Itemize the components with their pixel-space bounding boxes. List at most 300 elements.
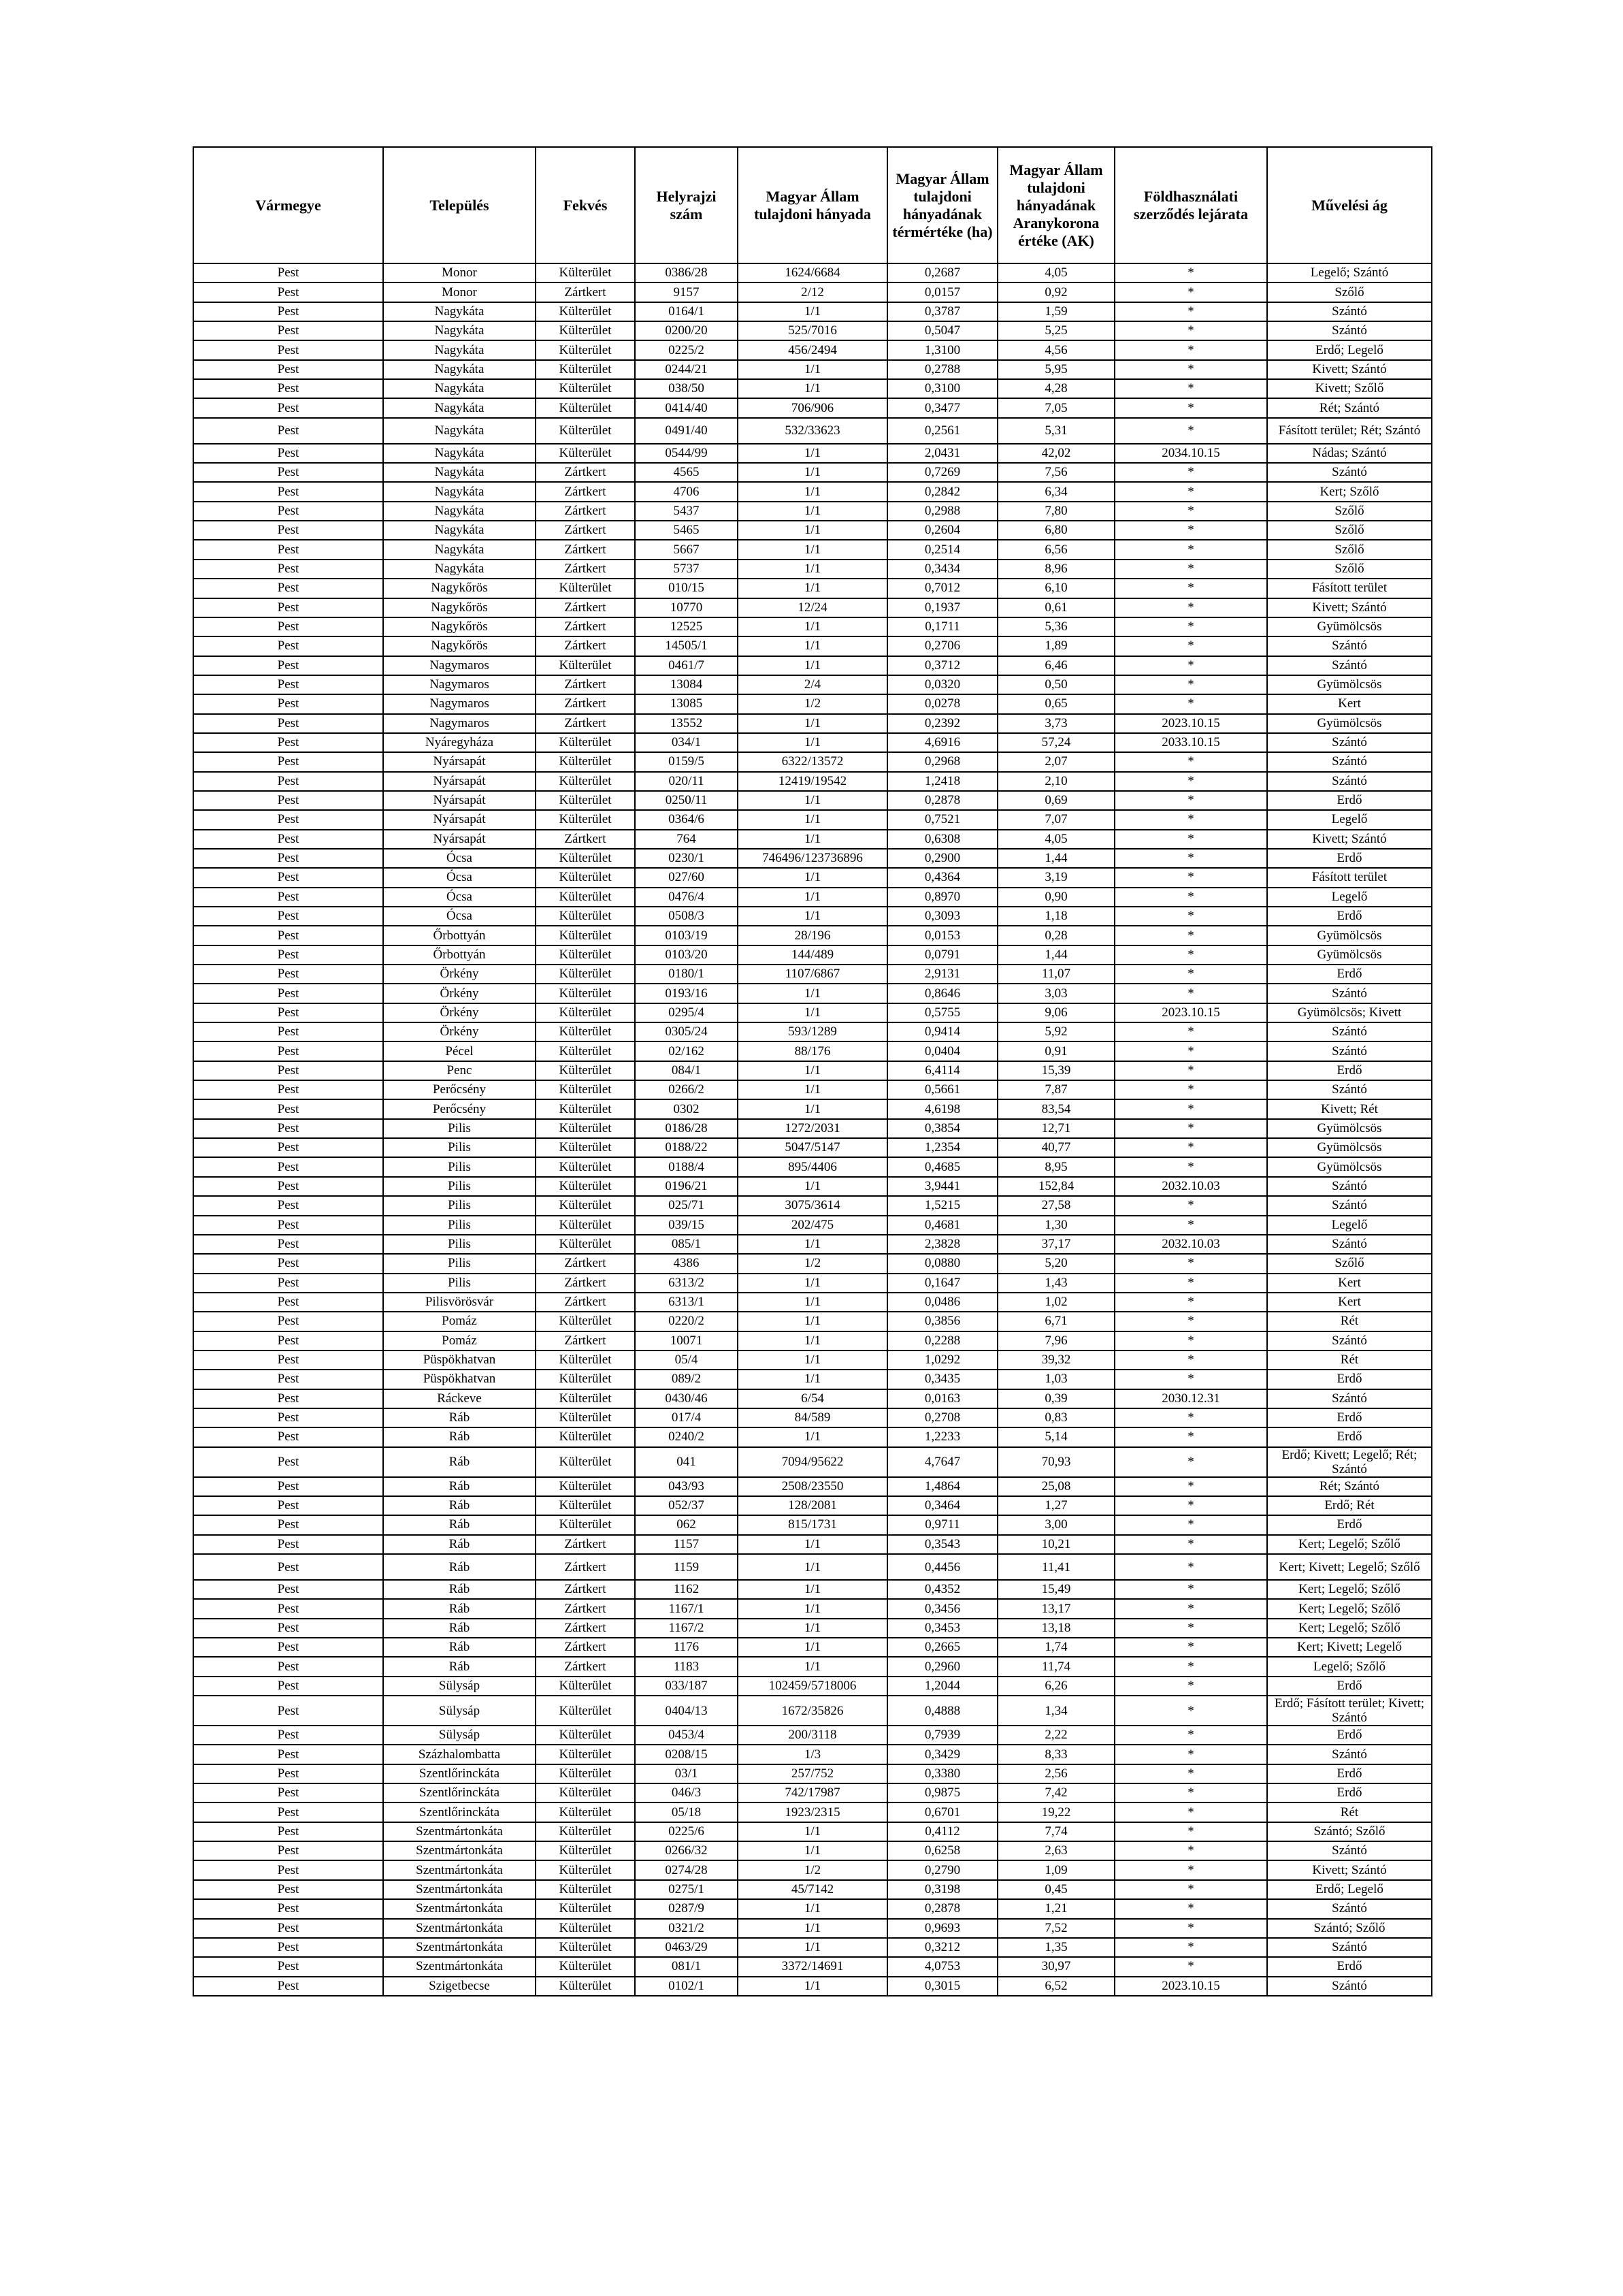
header-gold-crown-value: Magyar Állam tulajdoni hányadának Aranykorona értéke (AK) — [998, 147, 1115, 263]
cell-county: Pest — [193, 560, 383, 579]
cell-state-share: 1/1 — [738, 791, 887, 810]
cell-cultivation-branch: Kert; Kivett; Legelő; Szőlő — [1267, 1554, 1432, 1580]
cell-location-type: Külterület — [536, 1745, 635, 1764]
cell-location-type: Külterület — [536, 1899, 635, 1918]
cell-lease-expiry: * — [1115, 830, 1267, 849]
cell-location-type: Külterület — [536, 1080, 635, 1099]
cell-cultivation-branch: Kert; Kivett; Legelő — [1267, 1638, 1432, 1657]
cell-lease-expiry: * — [1115, 302, 1267, 321]
cell-area-ha: 0,7269 — [887, 463, 998, 482]
cell-lease-expiry: * — [1115, 398, 1267, 417]
cell-county: Pest — [193, 1599, 383, 1618]
cell-state-share: 1/1 — [738, 502, 887, 521]
cell-state-share: 257/752 — [738, 1764, 887, 1783]
cell-cultivation-branch: Szőlő — [1267, 560, 1432, 579]
cell-county: Pest — [193, 1254, 383, 1273]
cell-settlement: Ráckeve — [383, 1389, 536, 1408]
cell-parcel-number: 0476/4 — [635, 888, 738, 907]
cell-settlement: Pilis — [383, 1196, 536, 1215]
cell-location-type: Zártkert — [536, 617, 635, 636]
cell-area-ha: 0,3456 — [887, 1599, 998, 1618]
cell-county: Pest — [193, 1408, 383, 1427]
cell-gold-crown-value: 83,54 — [998, 1099, 1115, 1118]
cell-lease-expiry: * — [1115, 418, 1267, 444]
table-row — [193, 694, 1432, 713]
cell-lease-expiry: * — [1115, 1254, 1267, 1273]
cell-parcel-number: 13084 — [635, 675, 738, 694]
cell-county: Pest — [193, 1696, 383, 1726]
cell-state-share: 1/1 — [738, 984, 887, 1003]
cell-gold-crown-value: 1,44 — [998, 849, 1115, 868]
cell-settlement: Perőcsény — [383, 1099, 536, 1118]
cell-state-share: 1/1 — [738, 1599, 887, 1618]
cell-lease-expiry: * — [1115, 1119, 1267, 1138]
cell-state-share: 1/1 — [738, 1293, 887, 1312]
cell-area-ha: 0,2790 — [887, 1860, 998, 1879]
cell-location-type: Külterület — [536, 1783, 635, 1802]
cell-area-ha: 0,3434 — [887, 560, 998, 579]
cell-state-share: 746496/123736896 — [738, 849, 887, 868]
cell-parcel-number: 0196/21 — [635, 1177, 738, 1196]
cell-lease-expiry: * — [1115, 1841, 1267, 1860]
cell-area-ha: 0,1937 — [887, 598, 998, 617]
cell-lease-expiry: * — [1115, 907, 1267, 926]
cell-parcel-number: 0240/2 — [635, 1427, 738, 1446]
table-row — [193, 1331, 1432, 1351]
cell-parcel-number: 039/15 — [635, 1216, 738, 1235]
cell-location-type: Zártkert — [536, 540, 635, 559]
cell-area-ha: 0,9875 — [887, 1783, 998, 1802]
cell-county: Pest — [193, 1619, 383, 1638]
cell-state-share: 1/1 — [738, 1235, 887, 1254]
cell-cultivation-branch: Erdő — [1267, 1726, 1432, 1745]
cell-state-share: 1/1 — [738, 714, 887, 733]
table-row — [193, 1822, 1432, 1841]
cell-location-type: Külterület — [536, 1447, 635, 1477]
cell-location-type: Külterület — [536, 1880, 635, 1899]
cell-county: Pest — [193, 1515, 383, 1534]
cell-cultivation-branch: Kert — [1267, 1274, 1432, 1293]
cell-county: Pest — [193, 579, 383, 598]
cell-gold-crown-value: 152,84 — [998, 1177, 1115, 1196]
cell-settlement: Ráb — [383, 1447, 536, 1477]
cell-parcel-number: 13552 — [635, 714, 738, 733]
table-row — [193, 1099, 1432, 1118]
table-row — [193, 1119, 1432, 1138]
cell-settlement: Szentmártonkáta — [383, 1938, 536, 1957]
table-row — [193, 263, 1432, 282]
cell-state-share: 1/1 — [738, 1619, 887, 1638]
cell-cultivation-branch: Gyümölcsös — [1267, 1138, 1432, 1157]
cell-location-type: Külterület — [536, 1099, 635, 1118]
cell-county: Pest — [193, 1099, 383, 1118]
table-row — [193, 1216, 1432, 1235]
cell-gold-crown-value: 1,03 — [998, 1370, 1115, 1389]
cell-parcel-number: 10071 — [635, 1331, 738, 1351]
cell-county: Pest — [193, 675, 383, 694]
cell-location-type: Külterület — [536, 1235, 635, 1254]
cell-parcel-number: 089/2 — [635, 1370, 738, 1389]
cell-settlement: Püspökhatvan — [383, 1351, 536, 1370]
cell-state-share: 1/1 — [738, 579, 887, 598]
cell-settlement: Nagykáta — [383, 302, 536, 321]
cell-county: Pest — [193, 849, 383, 868]
cell-lease-expiry: 2034.10.15 — [1115, 444, 1267, 463]
cell-settlement: Pilis — [383, 1119, 536, 1138]
table-row — [193, 772, 1432, 791]
cell-settlement: Nagykáta — [383, 560, 536, 579]
cell-gold-crown-value: 1,18 — [998, 907, 1115, 926]
cell-cultivation-branch: Szántó — [1267, 656, 1432, 675]
cell-settlement: Ráb — [383, 1408, 536, 1427]
cell-location-type: Külterület — [536, 1389, 635, 1408]
cell-parcel-number: 6313/2 — [635, 1274, 738, 1293]
cell-state-share: 1107/6867 — [738, 965, 887, 984]
header-area-ha: Magyar Állam tulajdoni hányadának térmértéke (ha) — [887, 147, 998, 263]
cell-parcel-number: 0295/4 — [635, 1003, 738, 1022]
cell-lease-expiry: * — [1115, 1447, 1267, 1477]
table-row — [193, 1599, 1432, 1618]
cell-settlement: Nagykáta — [383, 463, 536, 482]
cell-gold-crown-value: 7,74 — [998, 1822, 1115, 1841]
cell-area-ha: 0,1711 — [887, 617, 998, 636]
cell-state-share: 1/1 — [738, 1274, 887, 1293]
cell-parcel-number: 02/162 — [635, 1041, 738, 1061]
cell-cultivation-branch: Erdő; Rét — [1267, 1496, 1432, 1515]
cell-settlement: Perőcsény — [383, 1080, 536, 1099]
cell-county: Pest — [193, 1157, 383, 1176]
cell-parcel-number: 0321/2 — [635, 1919, 738, 1938]
cell-state-share: 1/1 — [738, 1331, 887, 1351]
table-row — [193, 1783, 1432, 1802]
table-row — [193, 540, 1432, 559]
cell-county: Pest — [193, 965, 383, 984]
cell-settlement: Nyársapát — [383, 830, 536, 849]
cell-settlement: Nagykáta — [383, 398, 536, 417]
cell-lease-expiry: * — [1115, 598, 1267, 617]
cell-lease-expiry: * — [1115, 1745, 1267, 1764]
cell-settlement: Százhalombatta — [383, 1745, 536, 1764]
cell-county: Pest — [193, 502, 383, 521]
cell-parcel-number: 0102/1 — [635, 1977, 738, 1996]
cell-settlement: Nagykőrös — [383, 598, 536, 617]
cell-cultivation-branch: Gyümölcsös — [1267, 926, 1432, 945]
cell-parcel-number: 1159 — [635, 1554, 738, 1580]
cell-cultivation-branch: Szántó — [1267, 1235, 1432, 1254]
cell-settlement: Pilis — [383, 1235, 536, 1254]
cell-county: Pest — [193, 1138, 383, 1157]
cell-parcel-number: 1162 — [635, 1580, 738, 1599]
table-row — [193, 1274, 1432, 1293]
cell-cultivation-branch: Erdő — [1267, 791, 1432, 810]
cell-lease-expiry: * — [1115, 656, 1267, 675]
cell-area-ha: 0,9414 — [887, 1022, 998, 1041]
cell-cultivation-branch: Kert; Legelő; Szőlő — [1267, 1535, 1432, 1554]
cell-settlement: Szigetbecse — [383, 1977, 536, 1996]
cell-state-share: 1/1 — [738, 1938, 887, 1957]
cell-gold-crown-value: 13,18 — [998, 1619, 1115, 1638]
table-row — [193, 1677, 1432, 1696]
cell-settlement: Nagykáta — [383, 321, 536, 340]
cell-county: Pest — [193, 1216, 383, 1235]
cell-parcel-number: 5465 — [635, 521, 738, 540]
cell-settlement: Pilis — [383, 1254, 536, 1273]
cell-lease-expiry: * — [1115, 463, 1267, 482]
cell-state-share: 1/1 — [738, 656, 887, 675]
cell-cultivation-branch: Gyümölcsös — [1267, 617, 1432, 636]
cell-area-ha: 4,7647 — [887, 1447, 998, 1477]
cell-cultivation-branch: Szőlő — [1267, 521, 1432, 540]
cell-county: Pest — [193, 1080, 383, 1099]
cell-area-ha: 4,6198 — [887, 1099, 998, 1118]
table-row — [193, 1427, 1432, 1446]
cell-cultivation-branch: Kivett; Szántó — [1267, 598, 1432, 617]
cell-state-share: 12419/19542 — [738, 772, 887, 791]
cell-lease-expiry: * — [1115, 1061, 1267, 1080]
cell-county: Pest — [193, 830, 383, 849]
cell-cultivation-branch: Fásított terület — [1267, 868, 1432, 887]
cell-cultivation-branch: Szántó — [1267, 1389, 1432, 1408]
cell-location-type: Külterület — [536, 907, 635, 926]
table-row — [193, 810, 1432, 829]
cell-county: Pest — [193, 1745, 383, 1764]
cell-lease-expiry: * — [1115, 560, 1267, 579]
table-row — [193, 1293, 1432, 1312]
cell-settlement: Ráb — [383, 1535, 536, 1554]
cell-parcel-number: 084/1 — [635, 1061, 738, 1080]
header-lease-expiry: Földhasználati szerződés lejárata — [1115, 147, 1267, 263]
cell-settlement: Pomáz — [383, 1331, 536, 1351]
cell-parcel-number: 0188/4 — [635, 1157, 738, 1176]
table-row — [193, 830, 1432, 849]
cell-parcel-number: 0463/29 — [635, 1938, 738, 1957]
cell-settlement: Ráb — [383, 1515, 536, 1534]
cell-location-type: Zártkert — [536, 463, 635, 482]
cell-county: Pest — [193, 1677, 383, 1696]
cell-parcel-number: 6313/1 — [635, 1293, 738, 1312]
table-row — [193, 656, 1432, 675]
cell-parcel-number: 0200/20 — [635, 321, 738, 340]
cell-parcel-number: 0491/40 — [635, 418, 738, 444]
cell-gold-crown-value: 6,34 — [998, 482, 1115, 501]
cell-settlement: Örkény — [383, 965, 536, 984]
cell-gold-crown-value: 0,69 — [998, 791, 1115, 810]
cell-gold-crown-value: 19,22 — [998, 1802, 1115, 1822]
cell-lease-expiry: 2023.10.15 — [1115, 1977, 1267, 1996]
cell-lease-expiry: * — [1115, 965, 1267, 984]
cell-area-ha: 1,3100 — [887, 340, 998, 359]
cell-parcel-number: 1167/2 — [635, 1619, 738, 1638]
cell-county: Pest — [193, 752, 383, 771]
cell-location-type: Külterület — [536, 444, 635, 463]
cell-parcel-number: 0404/13 — [635, 1696, 738, 1726]
cell-county: Pest — [193, 714, 383, 733]
cell-gold-crown-value: 1,89 — [998, 636, 1115, 656]
table-row — [193, 1580, 1432, 1599]
cell-settlement: Örkény — [383, 1003, 536, 1022]
cell-county: Pest — [193, 321, 383, 340]
cell-county: Pest — [193, 1477, 383, 1496]
cell-cultivation-branch: Kert; Legelő; Szőlő — [1267, 1580, 1432, 1599]
cell-location-type: Külterület — [536, 1496, 635, 1515]
cell-location-type: Zártkert — [536, 282, 635, 302]
cell-lease-expiry: * — [1115, 752, 1267, 771]
cell-settlement: Nagymaros — [383, 675, 536, 694]
cell-settlement: Örkény — [383, 984, 536, 1003]
table-row — [193, 1619, 1432, 1638]
header-parcel-number: Helyrajzi szám — [635, 147, 738, 263]
cell-state-share: 1/1 — [738, 1580, 887, 1599]
cell-location-type: Külterület — [536, 1822, 635, 1841]
cell-gold-crown-value: 1,30 — [998, 1216, 1115, 1235]
cell-parcel-number: 0508/3 — [635, 907, 738, 926]
cell-cultivation-branch: Erdő — [1267, 965, 1432, 984]
cell-area-ha: 0,2514 — [887, 540, 998, 559]
cell-lease-expiry: * — [1115, 1802, 1267, 1822]
header-state-share: Magyar Állam tulajdoni hányada — [738, 147, 887, 263]
cell-parcel-number: 033/187 — [635, 1677, 738, 1696]
cell-county: Pest — [193, 1535, 383, 1554]
cell-location-type: Külterület — [536, 1919, 635, 1938]
cell-cultivation-branch: Rét; Szántó — [1267, 398, 1432, 417]
cell-state-share: 1/1 — [738, 1554, 887, 1580]
table-row — [193, 1515, 1432, 1534]
cell-gold-crown-value: 2,22 — [998, 1726, 1115, 1745]
cell-parcel-number: 12525 — [635, 617, 738, 636]
cell-area-ha: 0,9711 — [887, 1515, 998, 1534]
cell-gold-crown-value: 5,92 — [998, 1022, 1115, 1041]
cell-cultivation-branch: Gyümölcsös — [1267, 1119, 1432, 1138]
cell-settlement: Ócsa — [383, 849, 536, 868]
cell-parcel-number: 0461/7 — [635, 656, 738, 675]
cell-state-share: 1/1 — [738, 302, 887, 321]
cell-cultivation-branch: Rét; Szántó — [1267, 1477, 1432, 1496]
cell-area-ha: 0,3015 — [887, 1977, 998, 1996]
cell-settlement: Sülysáp — [383, 1726, 536, 1745]
cell-area-ha: 0,2561 — [887, 418, 998, 444]
cell-lease-expiry: * — [1115, 360, 1267, 379]
cell-lease-expiry: * — [1115, 1764, 1267, 1783]
cell-county: Pest — [193, 1119, 383, 1138]
table-row — [193, 1802, 1432, 1822]
table-row — [193, 1938, 1432, 1957]
cell-location-type: Külterület — [536, 1119, 635, 1138]
cell-county: Pest — [193, 1235, 383, 1254]
cell-parcel-number: 0287/9 — [635, 1899, 738, 1918]
table-row — [193, 1408, 1432, 1427]
cell-lease-expiry: * — [1115, 945, 1267, 965]
cell-settlement: Pilisvörösvár — [383, 1293, 536, 1312]
cell-cultivation-branch: Szántó — [1267, 1938, 1432, 1957]
cell-gold-crown-value: 42,02 — [998, 444, 1115, 463]
cell-parcel-number: 0186/28 — [635, 1119, 738, 1138]
cell-location-type: Külterület — [536, 418, 635, 444]
cell-location-type: Zártkert — [536, 482, 635, 501]
cell-county: Pest — [193, 636, 383, 656]
table-row — [193, 418, 1432, 444]
cell-lease-expiry: 2033.10.15 — [1115, 733, 1267, 752]
cell-settlement: Szentmártonkáta — [383, 1880, 536, 1899]
cell-parcel-number: 0220/2 — [635, 1312, 738, 1331]
cell-parcel-number: 0302 — [635, 1099, 738, 1118]
cell-area-ha: 0,2706 — [887, 636, 998, 656]
cell-gold-crown-value: 8,33 — [998, 1745, 1115, 1764]
table-row — [193, 1535, 1432, 1554]
cell-settlement: Szentmártonkáta — [383, 1899, 536, 1918]
cell-cultivation-branch: Legelő — [1267, 888, 1432, 907]
cell-state-share: 1/1 — [738, 360, 887, 379]
cell-location-type: Külterület — [536, 888, 635, 907]
cell-gold-crown-value: 9,06 — [998, 1003, 1115, 1022]
header-settlement: Település — [383, 147, 536, 263]
cell-area-ha: 0,3212 — [887, 1938, 998, 1957]
cell-state-share: 1/1 — [738, 1177, 887, 1196]
cell-cultivation-branch: Szántó — [1267, 733, 1432, 752]
cell-settlement: Ráb — [383, 1638, 536, 1657]
cell-cultivation-branch: Nádas; Szántó — [1267, 444, 1432, 463]
cell-settlement: Őrbottyán — [383, 926, 536, 945]
cell-gold-crown-value: 3,03 — [998, 984, 1115, 1003]
cell-settlement: Nagykáta — [383, 418, 536, 444]
cell-settlement: Ráb — [383, 1477, 536, 1496]
cell-parcel-number: 062 — [635, 1515, 738, 1534]
cell-area-ha: 0,5755 — [887, 1003, 998, 1022]
cell-cultivation-branch: Szántó — [1267, 1977, 1432, 1996]
cell-county: Pest — [193, 945, 383, 965]
cell-lease-expiry: * — [1115, 1677, 1267, 1696]
cell-state-share: 1/1 — [738, 1351, 887, 1370]
table-row — [193, 965, 1432, 984]
cell-cultivation-branch: Kert; Legelő; Szőlő — [1267, 1619, 1432, 1638]
cell-parcel-number: 4706 — [635, 482, 738, 501]
cell-cultivation-branch: Erdő — [1267, 1061, 1432, 1080]
table-row — [193, 1254, 1432, 1273]
cell-state-share: 144/489 — [738, 945, 887, 965]
cell-area-ha: 0,3712 — [887, 656, 998, 675]
cell-lease-expiry: * — [1115, 1938, 1267, 1957]
cell-location-type: Külterület — [536, 398, 635, 417]
cell-state-share: 1/1 — [738, 1080, 887, 1099]
cell-gold-crown-value: 27,58 — [998, 1196, 1115, 1215]
cell-county: Pest — [193, 772, 383, 791]
cell-area-ha: 1,2233 — [887, 1427, 998, 1446]
table-row — [193, 1764, 1432, 1783]
cell-county: Pest — [193, 1764, 383, 1783]
cell-location-type: Külterület — [536, 360, 635, 379]
cell-gold-crown-value: 7,52 — [998, 1919, 1115, 1938]
cell-parcel-number: 025/71 — [635, 1196, 738, 1215]
cell-state-share: 84/589 — [738, 1408, 887, 1427]
cell-cultivation-branch: Kert; Szőlő — [1267, 482, 1432, 501]
cell-state-share: 102459/5718006 — [738, 1677, 887, 1696]
cell-state-share: 1/1 — [738, 1841, 887, 1860]
cell-county: Pest — [193, 1899, 383, 1918]
cell-settlement: Sülysáp — [383, 1696, 536, 1726]
cell-cultivation-branch: Szántó — [1267, 1022, 1432, 1041]
cell-state-share: 1/1 — [738, 482, 887, 501]
cell-location-type: Külterület — [536, 1841, 635, 1860]
cell-cultivation-branch: Kivett; Szántó — [1267, 830, 1432, 849]
cell-lease-expiry: * — [1115, 321, 1267, 340]
cell-area-ha: 4,0753 — [887, 1957, 998, 1976]
cell-cultivation-branch: Szántó — [1267, 1841, 1432, 1860]
land-parcel-table-sheet — [193, 146, 1431, 1996]
table-row — [193, 521, 1432, 540]
cell-state-share: 1/1 — [738, 444, 887, 463]
cell-settlement: Szentmártonkáta — [383, 1841, 536, 1860]
cell-gold-crown-value: 3,19 — [998, 868, 1115, 887]
cell-gold-crown-value: 7,80 — [998, 502, 1115, 521]
